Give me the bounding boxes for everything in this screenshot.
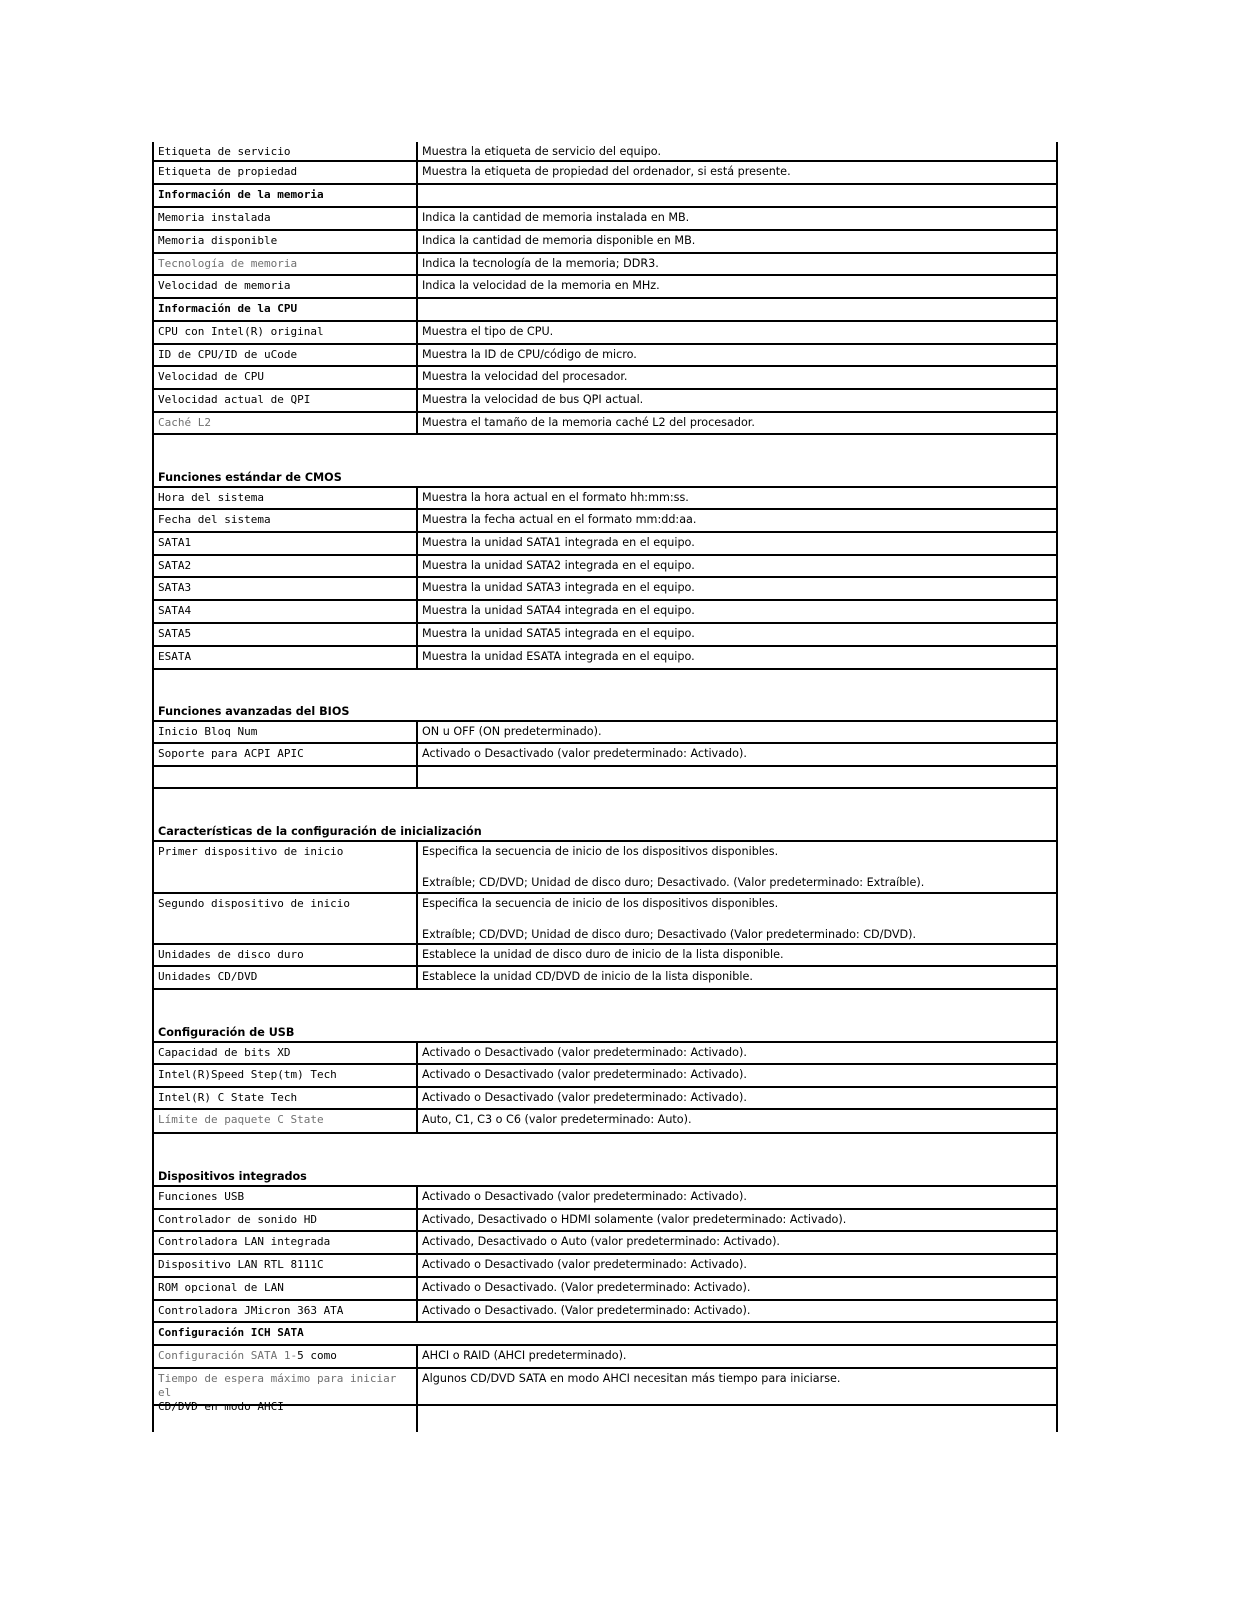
setting-label: [154, 1406, 418, 1432]
setting-label: Memoria instalada: [154, 208, 418, 229]
table-row: [154, 1346, 1056, 1369]
section-heading-cmos: [154, 435, 1056, 488]
setting-description: Muestra la ID de CPU/código de micro.: [422, 348, 637, 361]
setting-description: Activado o Desactivado (valor predeterminado: Activado).: [422, 1068, 747, 1081]
setting-description: [418, 767, 1056, 787]
table-row: [154, 1369, 1056, 1413]
setting-description: Indica la cantidad de memoria instalada en MB.: [422, 211, 690, 224]
setting-description: Activado o Desactivado (valor predeterminado: Activado).: [422, 1046, 747, 1059]
setting-description: Muestra el tipo de CPU.: [422, 325, 554, 338]
setting-description: Activado o Desactivado (valor predeterminado: Activado).: [422, 1091, 747, 1104]
table-row: [154, 894, 1056, 945]
table-row: [154, 945, 1056, 967]
setting-label: [154, 1346, 418, 1367]
table-row: [154, 533, 1056, 556]
table-row: [154, 1187, 1056, 1210]
system-info-block: [154, 142, 1056, 435]
table-row: [154, 1065, 1056, 1088]
integrated-rows: [154, 1187, 1056, 1323]
setting-description: Indica la velocidad de la memoria en MHz.: [422, 279, 660, 292]
table-row: [154, 1088, 1056, 1110]
section-heading-boot: [154, 789, 1056, 842]
setting-description: Activado o Desactivado (valor predeterminado: Activado).: [422, 747, 747, 760]
section-heading-usb: [154, 990, 1056, 1043]
subsection-title: Configuración ICH SATA: [158, 1326, 304, 1339]
table-row: [154, 142, 1056, 162]
label-part: Configuración SATA 1-: [158, 1349, 298, 1362]
setting-label: Segundo dispositivo de inicio: [154, 894, 418, 943]
table-row: [154, 1255, 1056, 1278]
label-part: Tiempo de espera máximo para iniciar el: [158, 1372, 397, 1399]
setting-description: Auto, C1, C3 o C6 (valor predeterminado: Auto).: [422, 1113, 692, 1126]
setting-label: Soporte para ACPI APIC: [154, 744, 418, 765]
setting-label: Funciones USB: [154, 1187, 418, 1208]
table-row: [154, 322, 1056, 345]
setting-label: Velocidad actual de QPI: [154, 390, 418, 411]
setting-label: [154, 767, 418, 787]
table-row-empty: [154, 1406, 1056, 1432]
setting-description: Muestra la unidad SATA4 integrada en el equipo.: [422, 604, 695, 617]
setting-label: Información de la memoria: [154, 185, 418, 206]
table-row: [154, 556, 1056, 578]
setting-description: [418, 185, 1056, 206]
setting-label: Primer dispositivo de inicio: [154, 842, 418, 892]
setting-description: Activado, Desactivado o Auto (valor predeterminado: Activado).: [422, 1235, 780, 1248]
setting-label: ROM opcional de LAN: [154, 1278, 418, 1299]
section-heading-bios: [154, 670, 1056, 722]
table-row: [154, 185, 1056, 208]
setting-label: Unidades de disco duro: [154, 945, 418, 965]
setting-label: Controladora JMicron 363 ATA: [154, 1301, 418, 1321]
table-row: [154, 1278, 1056, 1301]
table-row: [154, 1110, 1056, 1134]
setting-description: Activado o Desactivado. (Valor predeterminado: Activado).: [422, 1281, 751, 1294]
section-title: Funciones avanzadas del BIOS: [158, 705, 350, 718]
boot-rows: [154, 945, 1056, 990]
table-row: [154, 842, 1056, 894]
setting-label: SATA4: [154, 601, 418, 622]
table-row: [154, 1301, 1056, 1323]
setting-description: Activado o Desactivado (valor predeterminado: Activado).: [422, 1258, 747, 1271]
table-row: [154, 967, 1056, 990]
table-row: [154, 231, 1056, 254]
label-part: 5 como: [297, 1349, 337, 1362]
setting-label: Velocidad de memoria: [154, 276, 418, 297]
table-row: [154, 162, 1056, 185]
usb-rows: [154, 1043, 1056, 1134]
table-row: [154, 345, 1056, 367]
setting-label: Fecha del sistema: [154, 510, 418, 531]
setting-label: Intel(R)Speed Step(tm) Tech: [154, 1065, 418, 1086]
description-line: Especifica la secuencia de inicio de los dispositivos disponibles.: [422, 845, 779, 858]
setting-label: CPU con Intel(R) original: [154, 322, 418, 343]
setting-label: Controlador de sonido HD: [154, 1210, 418, 1230]
table-row: [154, 578, 1056, 601]
table-row: [154, 208, 1056, 231]
table-row: [154, 276, 1056, 299]
setting-description: Muestra la unidad SATA5 integrada en el equipo.: [422, 627, 695, 640]
setting-label: Unidades CD/DVD: [154, 967, 418, 988]
setting-description: ON u OFF (ON predeterminado).: [422, 725, 602, 738]
setting-description: [418, 842, 1056, 892]
setting-label: ESATA: [154, 647, 418, 668]
setting-description: [418, 299, 1056, 320]
setting-label: Hora del sistema: [154, 488, 418, 508]
bios-settings-table: [152, 142, 1058, 1432]
table-row: [154, 722, 1056, 744]
section-title: Dispositivos integrados: [158, 1170, 307, 1183]
setting-label: Etiqueta de servicio: [154, 142, 418, 160]
setting-description: Algunos CD/DVD SATA en modo AHCI necesitan más tiempo para iniciarse.: [422, 1372, 841, 1385]
table-row: [154, 624, 1056, 647]
table-row: [154, 510, 1056, 533]
description-line: Extraíble; CD/DVD; Unidad de disco duro; Desactivado. (Valor predeterminado: Extraíble).: [422, 876, 925, 889]
setting-description: [418, 1406, 1056, 1432]
setting-label: SATA2: [154, 556, 418, 576]
description-line: Especifica la secuencia de inicio de los dispositivos disponibles.: [422, 897, 779, 910]
section-title: Características de la configuración de inicialización: [158, 825, 482, 838]
table-row: [154, 488, 1056, 510]
section-title: Configuración de USB: [158, 1026, 295, 1039]
setting-label: Inicio Bloq Num: [154, 722, 418, 742]
setting-description: Establece la unidad de disco duro de inicio de la lista disponible.: [422, 948, 784, 961]
setting-label: SATA5: [154, 624, 418, 645]
label-part: CD/DVD en modo AHCI: [158, 1400, 284, 1413]
setting-description: Activado o Desactivado (valor predeterminado: Activado).: [422, 1190, 747, 1203]
setting-label: Límite de paquete C State: [154, 1110, 418, 1132]
table-row: [154, 601, 1056, 624]
table-row: [154, 1232, 1056, 1255]
table-row: [154, 744, 1056, 767]
setting-description: AHCI o RAID (AHCI predeterminado).: [422, 1349, 627, 1362]
setting-label: ID de CPU/ID de uCode: [154, 345, 418, 365]
setting-label: Etiqueta de propiedad: [154, 162, 418, 183]
setting-description: Muestra la unidad SATA1 integrada en el equipo.: [422, 536, 695, 549]
description-line: Extraíble; CD/DVD; Unidad de disco duro; Desactivado (Valor predeterminado: CD/DVD).: [422, 928, 917, 941]
table-row: [154, 647, 1056, 670]
section-heading-integrated: [154, 1134, 1056, 1187]
setting-label: [154, 1369, 418, 1413]
table-row: [154, 299, 1056, 322]
setting-description: Indica la cantidad de memoria disponible en MB.: [422, 234, 696, 247]
bios-rows: [154, 722, 1056, 789]
table-row: [154, 1043, 1056, 1065]
setting-description: Muestra la unidad ESATA integrada en el equipo.: [422, 650, 695, 663]
setting-description: Activado o Desactivado. (Valor predeterminado: Activado).: [422, 1304, 751, 1317]
setting-label: SATA1: [154, 533, 418, 554]
setting-description: Indica la tecnología de la memoria; DDR3.: [422, 257, 659, 270]
setting-label: Información de la CPU: [154, 299, 418, 320]
setting-description: Muestra el tamaño de la memoria caché L2 del procesador.: [422, 416, 755, 429]
cmos-rows: [154, 488, 1056, 670]
table-row: [154, 767, 1056, 789]
setting-description: Establece la unidad CD/DVD de inicio de la lista disponible.: [422, 970, 753, 983]
setting-label: Controladora LAN integrada: [154, 1232, 418, 1253]
table-row: [154, 390, 1056, 413]
setting-label: Intel(R) C State Tech: [154, 1088, 418, 1108]
setting-description: Muestra la fecha actual en el formato mm:dd:aa.: [422, 513, 697, 526]
section-title: Funciones estándar de CMOS: [158, 471, 342, 484]
table-row: [154, 254, 1056, 276]
setting-description: Muestra la hora actual en el formato hh:mm:ss.: [422, 491, 689, 504]
setting-description: [418, 894, 1056, 943]
setting-label: SATA3: [154, 578, 418, 599]
table-row: [154, 367, 1056, 390]
setting-description: Muestra la unidad SATA2 integrada en el equipo.: [422, 559, 695, 572]
table-row: [154, 1210, 1056, 1232]
setting-description: Activado, Desactivado o HDMI solamente (valor predeterminado: Activado).: [422, 1213, 847, 1226]
setting-description: Muestra la etiqueta de servicio del equipo.: [422, 145, 662, 158]
setting-label: Dispositivo LAN RTL 8111C: [154, 1255, 418, 1276]
setting-description: Muestra la velocidad de bus QPI actual.: [422, 393, 644, 406]
setting-description: Muestra la velocidad del procesador.: [422, 370, 628, 383]
setting-label: Tecnología de memoria: [154, 254, 418, 274]
setting-description: Muestra la etiqueta de propiedad del ordenador, si está presente.: [422, 165, 791, 178]
table-row: [154, 413, 1056, 435]
setting-description: Muestra la unidad SATA3 integrada en el equipo.: [422, 581, 695, 594]
table-row: [154, 1323, 1056, 1346]
setting-label: Caché L2: [154, 413, 418, 433]
setting-label: Capacidad de bits XD: [154, 1043, 418, 1063]
setting-label: Memoria disponible: [154, 231, 418, 252]
setting-label: Velocidad de CPU: [154, 367, 418, 388]
